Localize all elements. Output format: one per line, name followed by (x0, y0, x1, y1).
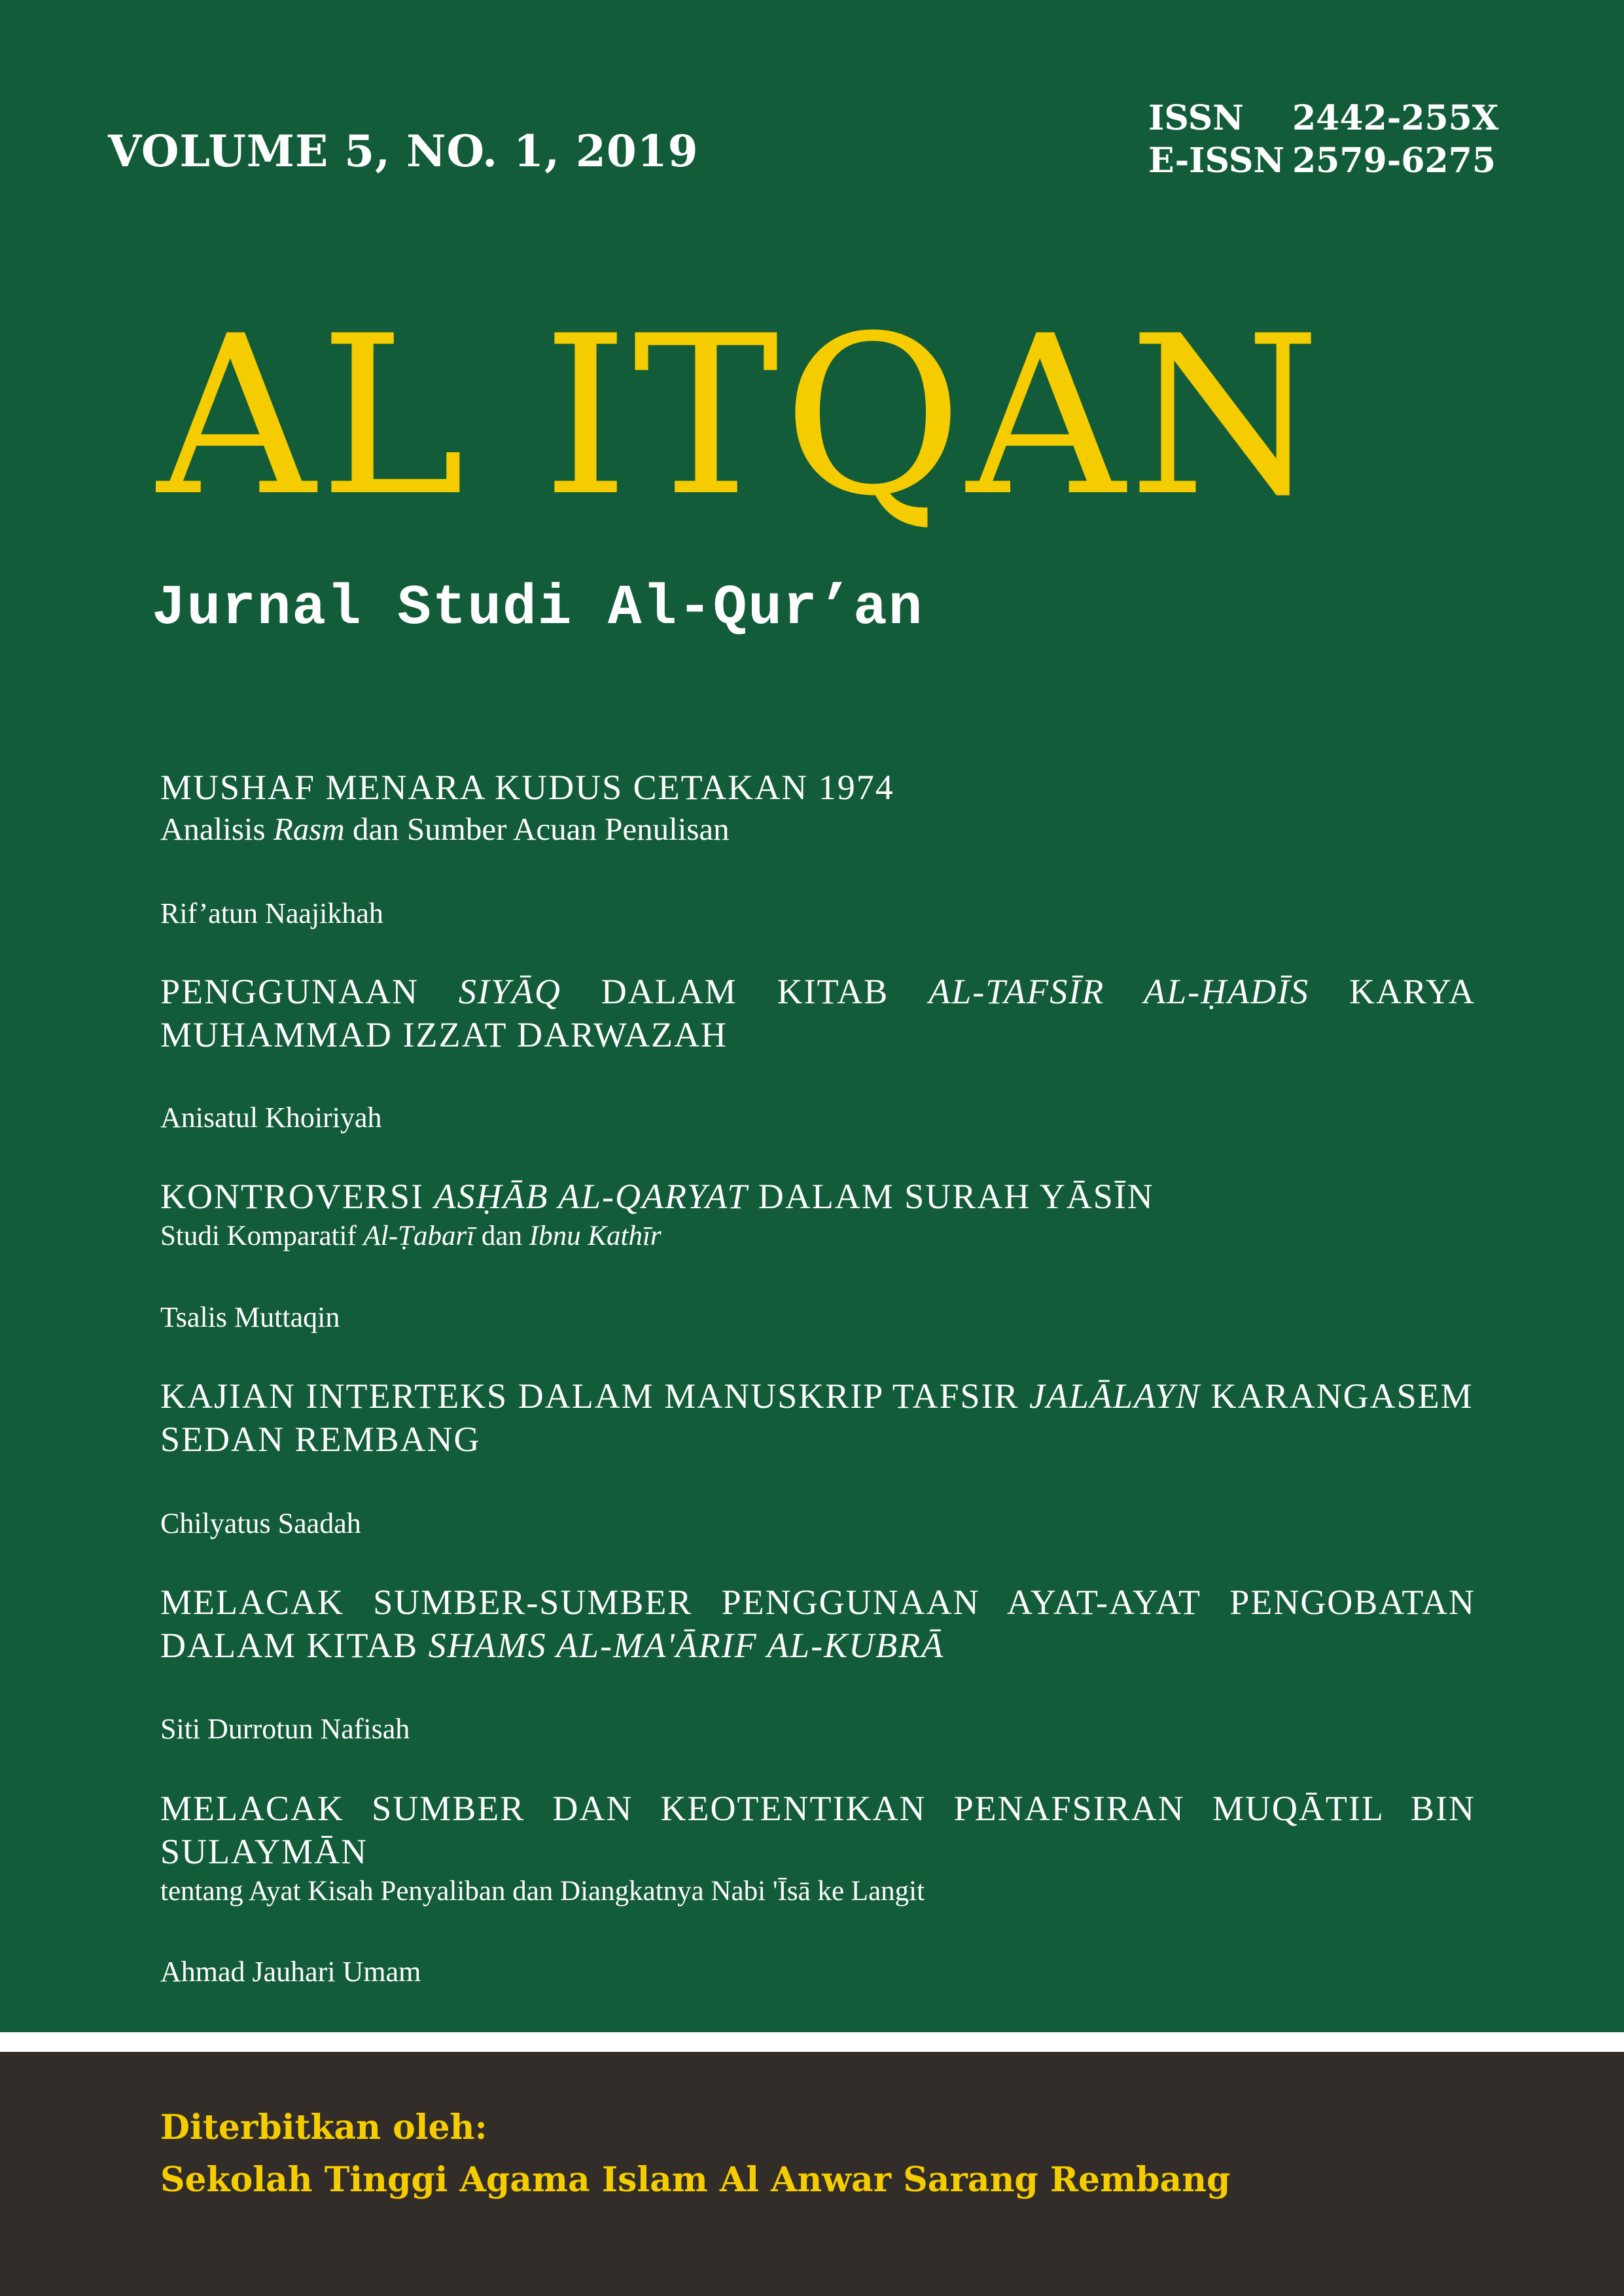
article-author: Siti Durrotun Nafisah (160, 1713, 410, 1745)
article-6 (160, 1787, 1475, 1910)
article-title-line-2: SULAYMĀN (160, 1832, 368, 1871)
eissn-label: E-ISSN (1148, 141, 1284, 181)
journal-title: AL ITQAN (157, 289, 1325, 545)
article-author: Ahmad Jauhari Umam (160, 1956, 421, 1988)
article-author: Anisatul Khoiriyah (160, 1102, 382, 1134)
issn-value: 2442-255X (1292, 98, 1499, 138)
article-4 (160, 1374, 1475, 1461)
publisher-name: Sekolah Tinggi Agama Islam Al Anwar Sarang Rembang (160, 2160, 1231, 2200)
article-title-line-2: MUHAMMAD IZZAT DARWAZAH (160, 1015, 728, 1054)
article-author: Tsalis Muttaqin (160, 1301, 340, 1333)
volume-info: VOLUME 5, NO. 1, 2019 (108, 126, 699, 177)
article-title: MUSHAF MENARA KUDUS CETAKAN 1974 (160, 768, 894, 807)
article-title-line-2: SEDAN REMBANG (160, 1420, 481, 1459)
eissn-row (1148, 141, 1496, 181)
article-1 (160, 766, 1475, 850)
article-title-line-1: MELACAK SUMBER-SUMBER PENGGUNAAN AYAT-AYAT PENGOBATAN (160, 1583, 1475, 1622)
issn-row (1148, 98, 1498, 138)
article-subtitle: Analisis Rasm dan Sumber Acuan Penulisan (160, 811, 730, 847)
publisher-label: Diterbitkan oleh: (160, 2108, 487, 2147)
issn-label: ISSN (1148, 98, 1244, 138)
article-author: Rif’atun Naajikhah (160, 897, 383, 929)
article-subtitle: Studi Komparatif Al-Ṭabarī dan Ibnu Kathīr (160, 1221, 662, 1251)
journal-subtitle: Jurnal Studi Al-Qur’an (152, 576, 924, 640)
article-author: Chilyatus Saadah (160, 1507, 361, 1539)
article-title-line-1: MELACAK SUMBER DAN KEOTENTIKAN PENAFSIRAN MUQĀTIL BIN (160, 1789, 1475, 1828)
article-subtitle: tentang Ayat Kisah Penyaliban dan Diangkatnya Nabi 'Īsā ke Langit (160, 1876, 925, 1907)
article-title-line-1: PENGGUNAAN SIYĀQ DALAM KITAB AL-TAFSĪR AL-ḤADĪS KARYA (160, 972, 1475, 1011)
article-2 (160, 970, 1475, 1056)
article-title: KONTROVERSI ASḤĀB AL-QARYAT DALAM SURAH YĀSĪN (160, 1177, 1154, 1216)
eissn-value: 2579-6275 (1292, 141, 1496, 181)
article-title-line-2: DALAM KITAB SHAMS AL-MA'ĀRIF AL-KUBRĀ (160, 1626, 945, 1665)
article-5 (160, 1581, 1475, 1667)
article-3 (160, 1175, 1475, 1255)
article-title-line-1: KAJIAN INTERTEKS DALAM MANUSKRIP TAFSIR JALĀLAYN KARANGASEM (160, 1376, 1474, 1416)
